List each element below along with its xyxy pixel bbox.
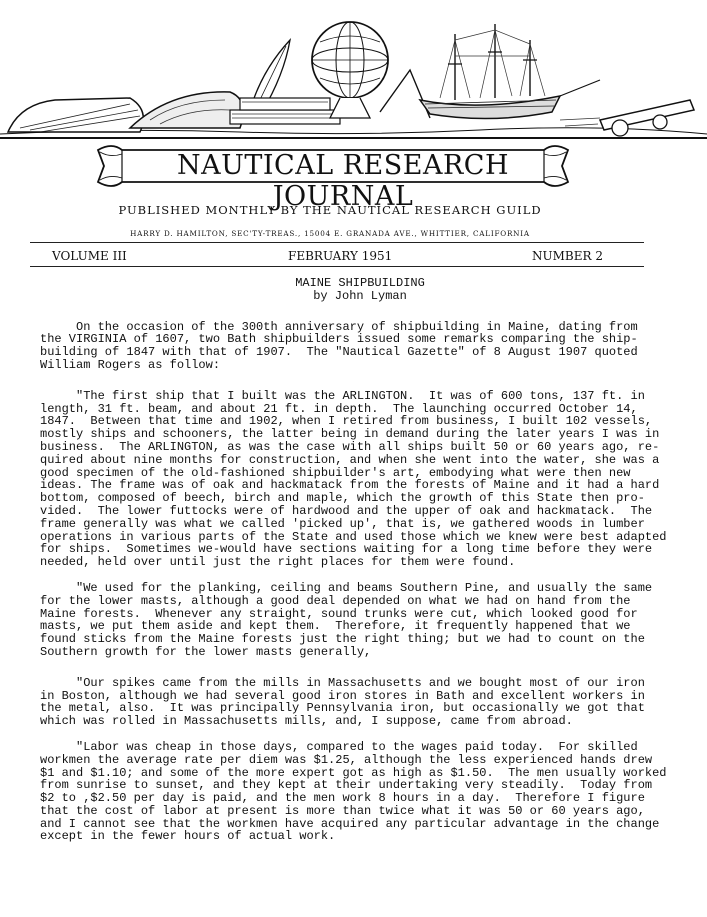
text-line: business. The ARLINGTON, as was the case with all ships built 50 or 60 years ago, re- <box>40 439 660 454</box>
article-byline: by John Lyman <box>313 288 407 303</box>
paragraph <box>40 741 680 843</box>
text-line: quired about nine months for construction, and when she went into the water, she was a <box>40 452 660 467</box>
text-line: operations in various parts of the State and used those which we knew were best adapted <box>40 529 667 544</box>
issue-info-row <box>52 249 612 267</box>
text-line: "Our spikes came from the mills in Massachusetts and we bought most of our iron <box>40 675 645 690</box>
paragraph <box>40 321 680 372</box>
text-line: and I cannot see that the workmen have acquired any particular advantage in the change <box>40 816 660 831</box>
text-line: bottom, composed of beech, birch and maple, which the growth of this State then pro- <box>40 491 645 506</box>
text-line: 1847. Between that time and 1902, when I retired from business, I built 102 vessels, <box>40 414 653 429</box>
text-line: Maine forests. Whenever any straight, sound trunks were cut, which looked good for <box>40 606 638 621</box>
text-line: "The first ship that I built was the ARLINGTON. It was of 600 tons, 137 ft. in <box>40 388 645 403</box>
text-line: workmen the average rate per diem was $1.25, although the less experienced hands drew <box>40 752 653 767</box>
text-line: good specimen of the old-fashioned shipbuilder's art, embodying what were then new <box>40 465 631 480</box>
text-line: except in the fewer hours of actual work. <box>40 829 336 844</box>
publisher-address: HARRY D. HAMILTON, SEC'TY-TREAS., 15004 E. GRANADA AVE., WHITTIER, CALIFORNIA <box>130 229 530 238</box>
text-line: William Rogers as follow: <box>40 357 221 372</box>
text-line: frame generally was what we called 'picked up', that is, we gathered woods in lumber <box>40 516 645 531</box>
text-line: from sunrise to sunset, and they kept at their undertaking very steadily. Today from <box>40 778 653 793</box>
text-line: the VIRGINIA of 1607, two Bath shipbuilders issued some remarks comparing the ship- <box>40 332 638 347</box>
masthead-rule-bottom <box>30 266 644 267</box>
text-line: "We used for the planking, ceiling and beams Southern Pine, and usually the same <box>40 580 653 595</box>
text-line: needed, held over until just the right places for them were found. <box>40 555 516 570</box>
text-line: building of 1847 with that of 1907. The "Nautical Gazette" of 8 August 1907 quoted <box>40 345 638 360</box>
issue-date: FEBRUARY 1951 <box>288 249 393 263</box>
text-line: the metal, also. It was principally Pennsylvania iron, but occasionally we got that <box>40 701 645 716</box>
paragraph <box>40 677 680 728</box>
journal-subtitle: PUBLISHED MONTHLY BY THE NAUTICAL RESEARCH GUILD <box>118 203 542 217</box>
text-line: mostly ships and schooners, the latter being in demand during the later years I was in <box>40 427 660 442</box>
text-line: $1 and $1.10; and some of the more expert got as high as $1.50. The men usually worked <box>40 765 667 780</box>
masthead-rule-top <box>30 242 644 243</box>
paragraph <box>40 582 680 659</box>
text-line: that the cost of labor at present is more than twice what it was 50 or 60 years ago, <box>40 803 645 818</box>
article-title: MAINE SHIPBUILDING <box>295 276 425 290</box>
text-line: length, 31 ft. beam, and about 21 ft. in depth. The launching occurred October 14, <box>40 401 638 416</box>
text-line: Southern growth for the lower masts generally, <box>40 644 372 659</box>
text-line: $2 to ,$2.50 per day is paid, and the men work 8 hours in a day. Therefore I figure <box>40 791 645 806</box>
issue-number: NUMBER 2 <box>532 249 603 263</box>
journal-title: NAUTICAL RESEARCH JOURNAL <box>177 150 509 212</box>
text-line: ideas. The frame was of oak and hackmatack from the forests of Maine and it had a hard <box>40 478 660 493</box>
text-line: found sticks from the Maine forests just the right thing; but we had to count on the <box>40 632 645 647</box>
text-line: for ships. Sometimes we-would have sections waiting for a long time before they were <box>40 542 653 557</box>
text-line: vided. The lower futtocks were of hardwood and the upper of oak and hackmatack. The <box>40 503 653 518</box>
text-line: On the occasion of the 300th anniversary of shipbuilding in Maine, dating from <box>40 319 638 334</box>
article <box>40 277 680 843</box>
volume-label: VOLUME III <box>52 249 127 263</box>
nautical-still-life-illustration <box>0 0 707 150</box>
text-line: "Labor was cheap in those days, compared to the wages paid today. For skilled <box>40 739 638 754</box>
text-line: masts, we put them aside and kept them. Therefore, it frequently happened that we <box>40 619 631 634</box>
paragraph <box>40 390 680 569</box>
text-line: for the lower masts, although a good deal depended on what we had on hand from the <box>40 593 631 608</box>
text-line: in Boston, although we had several good iron stores in Bath and excellent workers in <box>40 688 645 703</box>
text-line: which was rolled in Massachusetts mills, and, I suppose, came from abroad. <box>40 714 573 729</box>
